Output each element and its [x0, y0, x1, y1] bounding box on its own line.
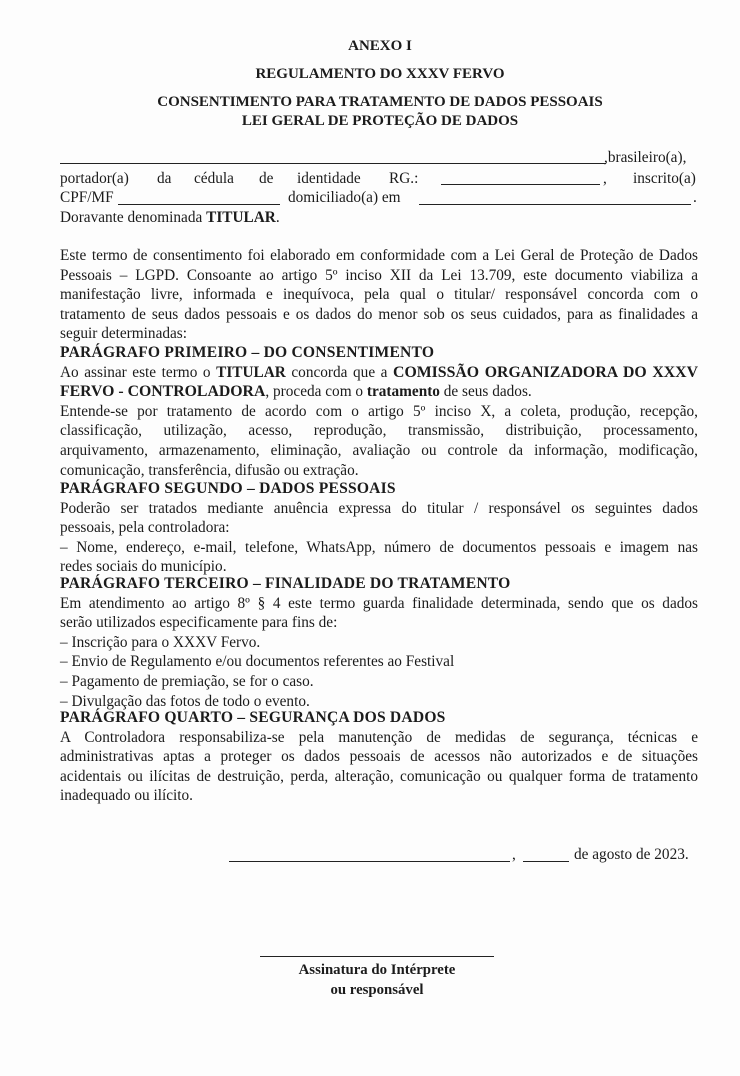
- paragraph-primeiro: [60, 343, 698, 480]
- rg-blank-line: [441, 184, 600, 185]
- cpf-label: CPF/MF: [60, 189, 114, 206]
- doravante-line: [60, 208, 280, 228]
- annex-title: ANEXO I: [348, 38, 412, 54]
- list-item: – Pagamento de premiação, se for o caso.: [60, 672, 314, 690]
- paragraph-line: redes sociais do município.: [60, 558, 227, 576]
- rg-comma: ,: [603, 170, 607, 187]
- paragraph-line: A Controladora responsabiliza-se pela manutenção de medidas de segurança, técnicas e: [60, 728, 698, 746]
- paragraph-quarto: [60, 708, 698, 806]
- day-blank-line: [523, 861, 569, 862]
- paragraph-line: Entende-se por tratamento de acordo com o artigo 5º inciso X, a coleta, produção, recepção,: [60, 402, 698, 420]
- paragraph-line: Em atendimento ao artigo 8º § 4 este termo guarda finalidade determinada, sendo que os dados: [60, 594, 698, 612]
- consent-line: [60, 382, 698, 402]
- text-span: de seus dados.: [439, 383, 532, 401]
- list-item: – Divulgação das fotos de todo o evento.: [60, 692, 310, 710]
- paragraph-line: pessoais, pela controladora:: [60, 519, 230, 537]
- section-heading: PARÁGRAFO SEGUNDO – DADOS PESSOAIS: [60, 480, 396, 497]
- address-period: .: [693, 189, 697, 206]
- intro-line: tratamento de seus dados pessoais e os dados do menor sob os seus cuidados, para as finalidades a: [60, 305, 698, 323]
- lgpd-title: LEI GERAL DE PROTEÇÃO DE DADOS: [241, 113, 519, 129]
- intro-paragraph: [60, 246, 698, 344]
- paragraph-line: serão utilizados especificamente para fins de:: [60, 614, 338, 632]
- date-text: de agosto de 2023.: [574, 846, 689, 863]
- intro-line: seguir determinadas:: [60, 325, 188, 343]
- portador-label: portador(a): [60, 170, 129, 187]
- titular-term: TITULAR: [216, 363, 286, 381]
- doravante-text: Doravante denominada: [60, 209, 207, 226]
- paragraph-line: – Nome, endereço, e-mail, telefone, WhatsApp, número de documentos pessoais e imagem nas: [60, 538, 698, 556]
- cpf-blank-line: [118, 204, 280, 205]
- city-blank-line: [229, 861, 510, 862]
- treatment-term: tratamento: [366, 383, 440, 401]
- signature-label-sub: ou responsável: [330, 982, 424, 998]
- paragraph-line: administrativas aptas a proteger os dados pessoais de acessos não autorizados e de situações: [60, 748, 698, 766]
- address-blank-line: [419, 204, 691, 205]
- paragraph-line: inadequado ou ilícito.: [60, 787, 193, 805]
- signature-label: Assinatura do Intérprete: [298, 962, 456, 978]
- consent-title: CONSENTIMENTO PARA TRATAMENTO DE DADOS PESSOAIS: [157, 94, 603, 110]
- paragraph-terceiro: [60, 574, 698, 711]
- paragraph-line: acidentais ou ilícitas de destruição, perda, alteração, comunicação ou qualquer forma de tratamento: [60, 767, 698, 785]
- regulation-title: REGULAMENTO DO XXXV FERVO: [255, 66, 505, 82]
- domiciliado-label: domiciliado(a) em: [288, 189, 401, 206]
- paragraph-line: Poderão ser tratados mediante anuência expressa do titular / responsável os seguintes dados: [60, 499, 698, 517]
- text-span: Ao assinar este termo o: [60, 363, 217, 381]
- brasileiro-label: ,brasileiro(a),: [604, 149, 687, 166]
- list-item: – Envio de Regulamento e/ou documentos referentes ao Festival: [60, 653, 455, 671]
- paragraph-line: arquivamento, armazenamento, eliminação, avaliação ou controle da informação, modificação,: [60, 441, 698, 459]
- text-span: concorda que a: [285, 363, 394, 381]
- doravante-period: .: [275, 209, 280, 226]
- section-heading: PARÁGRAFO QUARTO – SEGURANÇA DOS DADOS: [60, 709, 446, 726]
- commission-term: COMISSÃO ORGANIZADORA DO XXXV: [393, 363, 698, 381]
- text-span: , proceda com o: [265, 383, 367, 401]
- da-label: da: [157, 170, 172, 187]
- list-item: – Inscrição para o XXXV Fervo.: [60, 633, 261, 651]
- rg-label: RG.:: [389, 170, 419, 187]
- section-heading: PARÁGRAFO PRIMEIRO – DO CONSENTIMENTO: [60, 344, 435, 361]
- intro-line: Este termo de consentimento foi elaborado em conformidade com a Lei Geral de Proteção de Dados: [60, 247, 698, 264]
- cedula-label: cédula: [194, 170, 234, 187]
- paragraph-segundo: [60, 479, 698, 577]
- intro-line: Pessoais – LGPD. Consoante ao artigo 5º inciso XII da Lei 13.709, este documento viabiliza a: [60, 266, 698, 284]
- intro-line: manifestação livre, informada e inequívoca, pela qual o titular/ responsável concorda com o: [60, 286, 698, 304]
- de-label: de: [259, 170, 274, 187]
- consent-line: [60, 363, 698, 383]
- name-blank-line: [60, 163, 606, 164]
- date-comma: ,: [512, 846, 516, 863]
- controller-term: FERVO - CONTROLADORA: [60, 383, 266, 401]
- paragraph-line: classificação, utilização, acesso, reprodução, transmissão, distribuição, processamento,: [60, 422, 698, 440]
- titular-term: TITULAR: [206, 209, 276, 226]
- inscrito-label: inscrito(a): [633, 170, 696, 187]
- section-heading: PARÁGRAFO TERCEIRO – FINALIDADE DO TRATAMENTO: [60, 575, 511, 592]
- signature-line: [260, 956, 494, 957]
- paragraph-line: comunicação, transferência, difusão ou extração.: [60, 461, 359, 479]
- identidade-label: identidade: [297, 170, 361, 187]
